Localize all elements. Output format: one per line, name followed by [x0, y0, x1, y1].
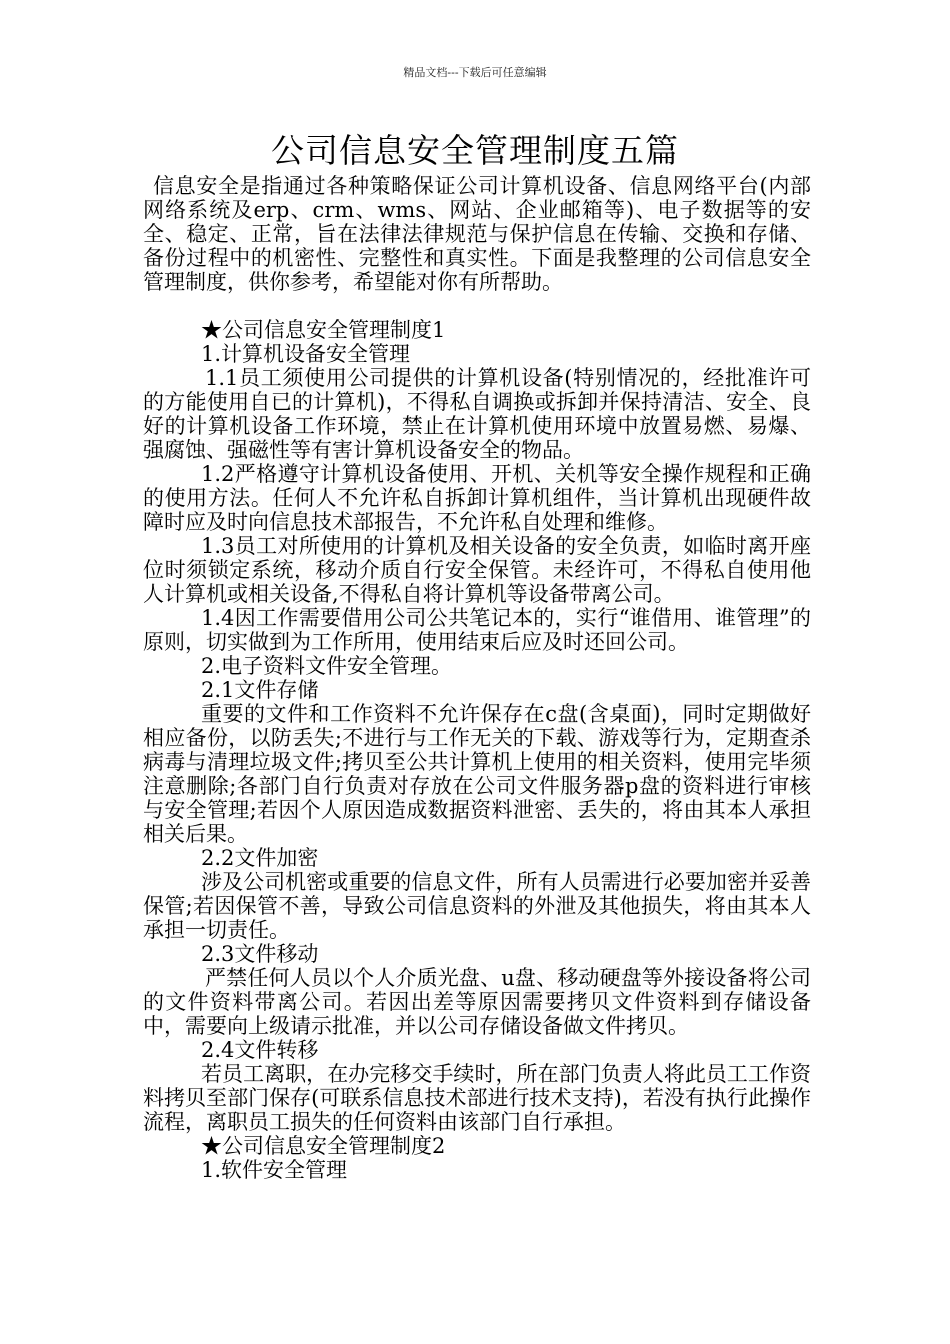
body-paragraph: 若员工离职，在办完移交手续时，所在部门负责人将此员工工作资料拷贝至部门保存(可联系信息技术部进行技术支持)，若没有执行此操作流程，离职员工损失的任何资料由该部门自行承担。 [143, 1062, 811, 1134]
subsection-heading: 2.4文件转移 [201, 1038, 319, 1062]
subsection-heading: 2.2文件加密 [201, 846, 319, 870]
body-paragraph: 重要的文件和工作资料不允许保存在c盘(含桌面)，同时定期做好相应备份，以防丢失;不进行与工作无关的下载、游戏等行为，定期查杀病毒与清理垃圾文件;拷贝至公共计算机上使用的相关资料，使用完毕须注意删除;各部门自行负责对存放在公司文件服务器p盘的资料进行审核与安全管理;若因个人原因造成数据资料泄密、丢失的，将由其本人承担相关后果。 [143, 702, 811, 846]
body-paragraph: 1.2严格遵守计算机设备使用、开机、关机等安全操作规程和正确的使用方法。任何人不允许私自拆卸计算机组件，当计算机出现硬件故障时应及时向信息技术部报告，不允许私自处理和维修。 [143, 462, 811, 534]
subsection-heading: 2.3文件移动 [201, 942, 319, 966]
subsection-heading: 1.软件安全管理 [201, 1158, 348, 1182]
document-title: 公司信息安全管理制度五篇 [271, 131, 679, 170]
subsection-heading: 1.计算机设备安全管理 [201, 342, 411, 366]
section-heading-2: ★公司信息安全管理制度2 [201, 1134, 446, 1158]
body-paragraph: 1.1员工须使用公司提供的计算机设备(特别情况的，经批准许可的方能使用自已的计算机)，不得私自调换或拆卸并保持清洁、安全、良好的计算机设备工作环境，禁止在计算机使用环境中放置易燃、易爆、强腐蚀、强磁性等有害计算机设备安全的物品。 [143, 366, 811, 462]
body-paragraph: 涉及公司机密或重要的信息文件，所有人员需进行必要加密并妥善保管;若因保管不善，导致公司信息资料的外泄及其他损失，将由其本人承担一切责任。 [143, 870, 811, 942]
body-paragraph: 严禁任何人员以个人介质光盘、u盘、移动硬盘等外接设备将公司的文件资料带离公司。若因出差等原因需要拷贝文件资料到存储设备中，需要向上级请示批准，并以公司存储设备做文件拷贝。 [143, 966, 811, 1038]
section-heading-1: ★公司信息安全管理制度1 [201, 318, 446, 342]
paragraph-spacer [143, 294, 811, 318]
page-header: 精品文档---下载后可任意编辑 [403, 66, 547, 79]
subsection-heading: 2.电子资料文件安全管理。 [201, 654, 453, 678]
body-paragraph: 1.4因工作需要借用公司公共笔记本的，实行“谁借用、谁管理”的原则，切实做到为工作所用，使用结束后应及时还回公司。 [143, 606, 811, 654]
intro-paragraph: 信息安全是指通过各种策略保证公司计算机设备、信息网络平台(内部网络系统及erp、crm、wms、网站、企业邮箱等)、电子数据等的安全、稳定、正常，旨在法律法律规范与保护信息在传输、交换和存储、备份过程中的机密性、完整性和真实性。下面是我整理的公司信息安全管理制度，供你参考，希望能对你有所帮助。 [143, 174, 811, 294]
body-paragraph: 1.3员工对所使用的计算机及相关设备的安全负责，如临时离开座位时须锁定系统，移动介质自行安全保管。未经许可，不得私自使用他人计算机或相关设备,不得私自将计算机等设备带离公司。 [143, 534, 811, 606]
subsection-heading: 2.1文件存储 [201, 678, 319, 702]
document-body [143, 174, 811, 1182]
